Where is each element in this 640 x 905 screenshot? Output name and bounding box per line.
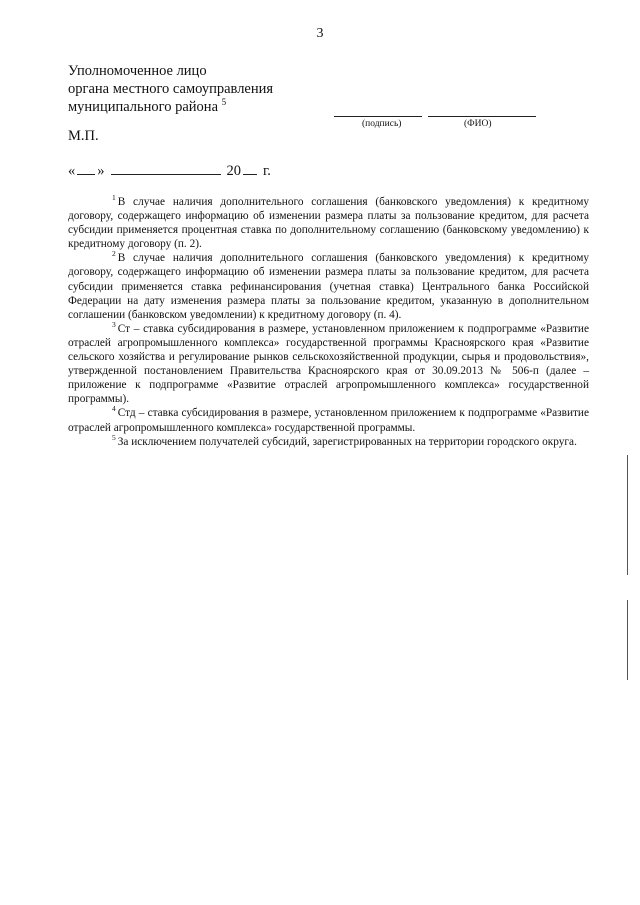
year-blank [243,173,257,175]
date-line [68,163,271,180]
footnote-4-ref: 4 [112,404,116,414]
scan-margin-mark [627,600,628,680]
date-open-quote: « [68,163,76,179]
footnote-3-text: Ст – ставка субсидирования в размере, установленном приложением к подпрограмме «Развитие отраслей агропромышленного комплекса» государственной программы Красноярского края «Развитие сельского хозяйства и регулирование рынков сельскохозяйственной продукции, сырья и продовольствия», утвержденной постановлением Правительства Красноярского края от 30.09.2013 № 506-п (далее – приложение к подпрограмме «Развитие отраслей агропромышленного комплекса» государственной программы). [68,322,589,406]
footnote-2-text: В случае наличия дополнительного соглашения (банковского уведомления) к кредитному договору, содержащего информацию об изменении размера платы за пользование кредитом, для расчета субсидии применяется ставка рефинансирования (учетная ставка) Центрального банка Российской Федерации на дату изменения размера платы за пользование кредитом, указанную в дополнительном соглашении (банковском уведомлении) к кредитному договору (п. 4). [68,252,589,321]
footnote-4 [68,406,589,434]
footnote-5-ref: 5 [112,432,116,442]
footnotes-section [68,195,589,449]
footnote-4-text: Стд – ставка субсидирования в размере, установленном приложением к подпрограмме «Развитие отраслей агропромышленного комплекса» государственной программы. [68,407,589,434]
page-number: 3 [316,26,324,41]
fio-caption: (ФИО) [464,119,492,129]
official-title-line-3-text: муниципального района [68,99,218,115]
footnote-5-text: За исключением получателей субсидий, зарегистрированных на территории городского округа. [117,435,577,448]
year-prefix: 20 [226,163,241,179]
signature-caption: (подпись) [362,119,402,129]
footnote-5 [68,432,589,449]
footnote-1-text: В случае наличия дополнительного соглашения (банковского уведомления) к кредитному договору, содержащего информацию об изменении размера платы за пользование кредитом, для расчета субсидии применяется процентная ставка по дополнительному соглашению (банковскому уведомлению) к кредитному договору (п. 2). [68,196,589,251]
official-title-line-2: органа местного самоуправления [68,81,274,97]
footnote-3 [68,319,589,407]
footnote-1-ref: 1 [112,193,116,202]
fio-line [428,116,536,117]
month-blank [111,173,221,175]
stamp-place: М.П. [68,128,99,144]
signature-line [334,116,422,117]
footnote-1 [68,195,589,251]
date-close-quote: » [97,163,105,179]
footnote-reference-5: 5 [221,97,227,107]
year-suffix: г. [263,163,271,179]
official-title-line-1: Уполномоченное лицо [68,63,207,79]
day-blank [77,173,95,175]
footnote-2-ref: 2 [112,249,116,259]
footnote-2 [68,251,589,321]
official-title-line-3 [68,98,273,116]
scan-margin-mark [627,455,628,575]
footnote-3-ref: 3 [112,319,116,329]
official-signatory-block [68,62,273,116]
